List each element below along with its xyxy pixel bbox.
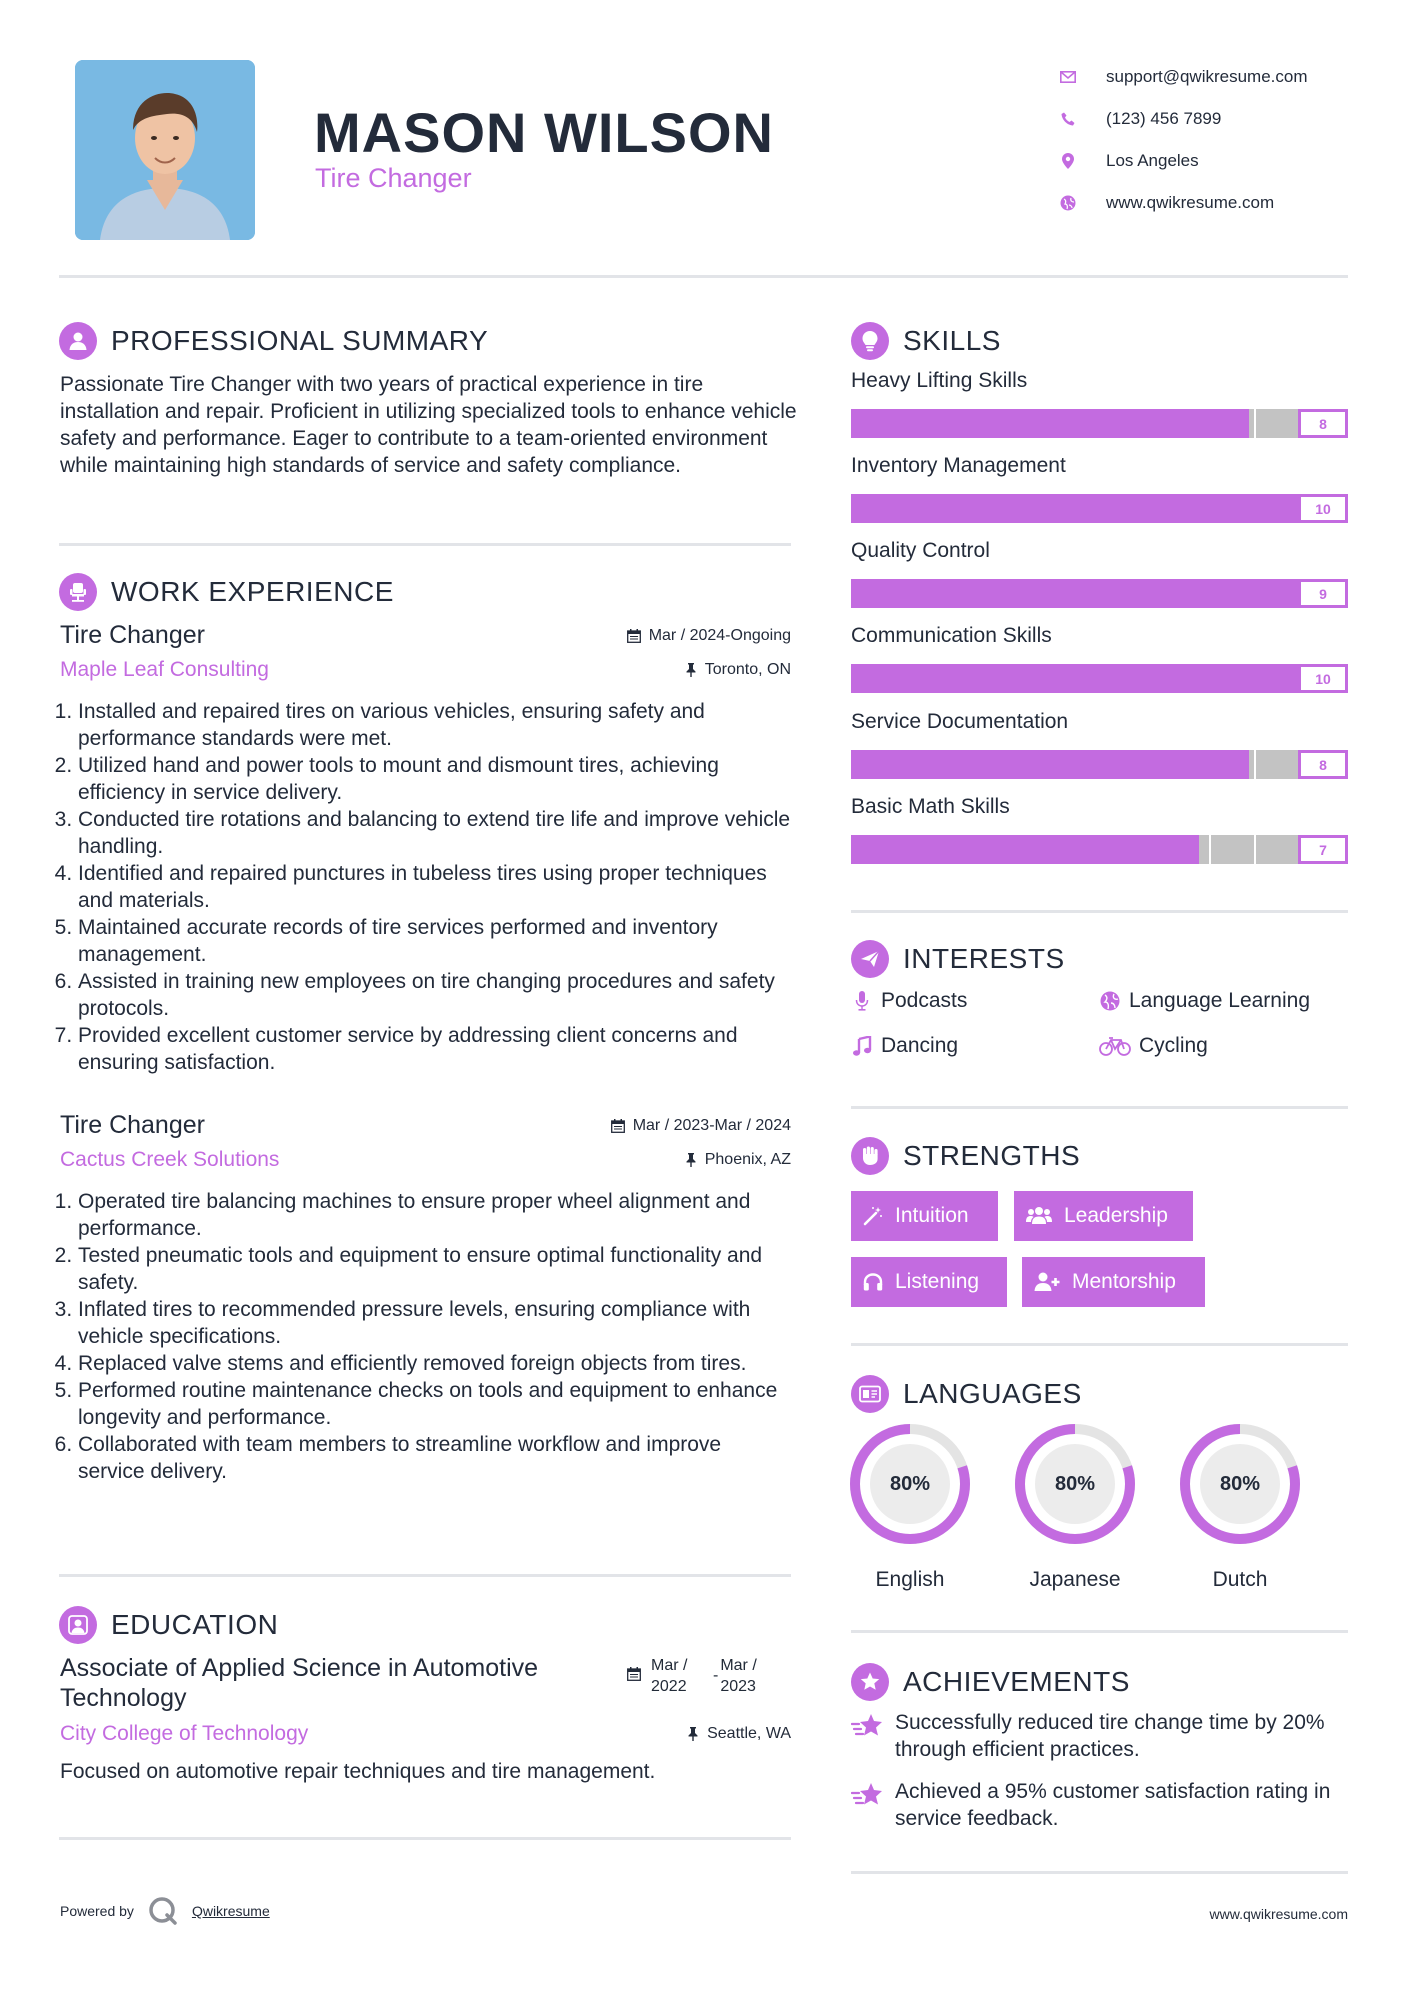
strength-label: Mentorship: [1072, 1270, 1176, 1293]
star-badge-icon: [851, 1663, 889, 1701]
headphones-icon: [863, 1273, 883, 1291]
skill-level-badge: 10: [1298, 494, 1348, 523]
education-start: Mar / 2022: [651, 1657, 688, 1695]
list-item: 5. Maintained accurate records of tire services performed and inventory management.: [78, 914, 791, 968]
list-item: 1. Installed and repaired tires on various vehicles, ensuring safety and performance standards were met.: [78, 698, 791, 752]
language-item: [848, 1422, 972, 1592]
achievement-item: [851, 1778, 1348, 1832]
language-item: [1013, 1422, 1137, 1592]
job-dates-text: Mar / 2023-Mar / 2024: [632, 1116, 791, 1134]
strength-label: Leadership: [1064, 1204, 1168, 1227]
magic-wand-icon: [863, 1206, 883, 1226]
pushpin-icon: [685, 663, 697, 677]
skill-bar: [851, 579, 1348, 608]
language-name: Japanese: [1029, 1568, 1121, 1591]
skill-item: [851, 454, 1348, 523]
lightbulb-icon: [851, 322, 889, 360]
skills-divider: [851, 910, 1348, 913]
school-name: City College of Technology: [60, 1722, 309, 1745]
paper-plane-icon: [851, 940, 889, 978]
experience-divider: [59, 1574, 791, 1577]
experience-header: [59, 573, 394, 611]
skill-level-badge: 9: [1298, 579, 1348, 608]
skill-level-badge: 8: [1298, 409, 1348, 438]
language-percent: 80%: [1200, 1444, 1280, 1524]
summary-divider: [59, 543, 791, 546]
office-chair-icon: [59, 573, 97, 611]
skills-heading: SKILLS: [903, 325, 1001, 356]
language-percent: 80%: [870, 1444, 950, 1524]
contact-website-text: www.qwikresume.com: [1106, 193, 1275, 212]
interest-label: Dancing: [881, 1034, 959, 1057]
interest-label: Cycling: [1139, 1034, 1208, 1057]
language-item: [1178, 1422, 1302, 1592]
skill-item: [851, 539, 1348, 608]
users-icon: [1026, 1206, 1052, 1226]
skill-level-badge: 10: [1298, 664, 1348, 693]
skill-name: Inventory Management: [851, 454, 1066, 477]
powered-by-text: Powered by: [60, 1903, 134, 1919]
list-item: 1. Operated tire balancing machines to ensure proper wheel alignment and performance.: [78, 1188, 791, 1242]
experience-heading: WORK EXPERIENCE: [111, 576, 394, 607]
achievements-heading: ACHIEVEMENTS: [903, 1666, 1130, 1697]
language-ring: [848, 1422, 972, 1546]
skill-bar: [851, 409, 1348, 438]
header-divider: [59, 275, 1348, 278]
education-description: Focused on automotive repair techniques and tire management.: [60, 1760, 656, 1783]
strengths-heading: STRENGTHS: [903, 1140, 1081, 1171]
list-item: 2. Tested pneumatic tools and equipment to ensure optimal functionality and safety.: [78, 1242, 791, 1296]
skills-header: [851, 322, 1001, 360]
skill-level-badge: 7: [1298, 835, 1348, 864]
education-location: [687, 1725, 791, 1743]
interest-label: Podcasts: [881, 989, 968, 1012]
skill-bar: [851, 494, 1348, 523]
skill-name: Heavy Lifting Skills: [851, 369, 1028, 392]
skill-bar-fill: [851, 835, 1199, 864]
education-location-text: Seattle, WA: [707, 1725, 791, 1742]
skill-item: [851, 795, 1348, 864]
skill-item: [851, 624, 1348, 693]
job-bullets: [60, 698, 791, 1076]
interests-heading: INTERESTS: [903, 943, 1065, 974]
list-item: 3. Conducted tire rotations and balancing to extend tire life and improve vehicle handling.: [78, 806, 791, 860]
achievements-header: [851, 1663, 1130, 1701]
star-icon: [851, 1778, 885, 1832]
globe-icon: [1099, 991, 1121, 1011]
language-name: Dutch: [1212, 1568, 1268, 1591]
calendar-icon: [627, 1667, 641, 1681]
languages-header: [851, 1375, 1082, 1413]
skill-bar-fill: [851, 579, 1298, 608]
list-item: 4. Replaced valve stems and efficiently removed foreign objects from tires.: [78, 1350, 791, 1377]
pushpin-icon: [685, 1153, 697, 1167]
languages-heading: LANGUAGES: [903, 1378, 1082, 1409]
envelope-icon: [1050, 71, 1086, 83]
job-company: Maple Leaf Consulting: [60, 658, 269, 681]
footer-powered-by: [60, 1896, 270, 1926]
contact-location: [1050, 140, 1370, 182]
list-item: 5. Performed routine maintenance checks on tools and equipment to enhance longevity and performance.: [78, 1377, 791, 1431]
skill-bar-fill: [851, 750, 1249, 779]
strength-tag: [851, 1257, 1007, 1307]
skill-bar-divider: [1254, 409, 1256, 438]
list-item: 6. Assisted in training new employees on tire changing procedures and safety protocols.: [78, 968, 791, 1022]
job-location-text: Phoenix, AZ: [704, 1151, 791, 1168]
globe-icon: [1050, 195, 1086, 211]
skill-item: [851, 369, 1348, 438]
fist-icon: [851, 1137, 889, 1175]
job-entry-1: [60, 621, 791, 1076]
interest-item: [851, 989, 967, 1013]
achievements-divider: [851, 1871, 1348, 1874]
strength-tag: [1022, 1257, 1205, 1307]
education-dates: [627, 1655, 772, 1697]
job-role: Tire Changer: [60, 621, 205, 649]
interest-label: Language Learning: [1129, 989, 1311, 1012]
strengths-divider: [851, 1343, 1348, 1346]
list-item: 7. Provided excellent customer service by addressing client concerns and ensuring satisfaction.: [78, 1022, 791, 1076]
skill-bar: [851, 664, 1348, 693]
skill-bar-divider: [1254, 750, 1256, 779]
strength-tag: [851, 1191, 998, 1241]
profile-photo: [75, 60, 255, 240]
contact-location-text: Los Angeles: [1106, 151, 1199, 170]
education-end: Mar / 2023: [720, 1657, 757, 1695]
skill-name: Quality Control: [851, 539, 990, 562]
achievement-text: Successfully reduced tire change time by 20% through efficient practices.: [895, 1711, 1325, 1761]
job-dates-text: Mar / 2024-Ongoing: [648, 626, 791, 644]
language-ring: [1178, 1422, 1302, 1546]
qwikresume-logo-icon: [148, 1896, 178, 1926]
skill-bar-fill: [851, 409, 1249, 438]
job-company: Cactus Creek Solutions: [60, 1148, 280, 1171]
list-item: 4. Identified and repaired punctures in tubeless tires using proper techniques and materials.: [78, 860, 791, 914]
bicycle-icon: [1099, 1036, 1131, 1056]
language-name: English: [875, 1568, 945, 1591]
strengths-header: [851, 1137, 1080, 1175]
skill-name: Communication Skills: [851, 624, 1052, 647]
pushpin-icon: [687, 1727, 699, 1741]
user-plus-icon: [1034, 1272, 1060, 1292]
achievement-text: Achieved a 95% customer satisfaction rating in service feedback.: [895, 1780, 1331, 1830]
education-header: [59, 1606, 278, 1644]
skill-bar-divider: [1209, 835, 1211, 864]
contact-email-text: support@qwikresume.com: [1106, 67, 1308, 86]
skill-name: Service Documentation: [851, 710, 1069, 733]
graduate-icon: [59, 1606, 97, 1644]
education-divider: [59, 1837, 791, 1840]
map-pin-icon: [1050, 153, 1086, 169]
footer-website[interactable]: www.qwikresume.com: [1209, 1906, 1348, 1922]
phone-icon: [1050, 112, 1086, 126]
summary-text: Passionate Tire Changer with two years of practical experience in tire installation and repair. Proficient in utilizing specialized tools to enhance vehicle safety and performance. Eager to contribute to a team-oriented environment while maintaining high standards of service and safety compliance.: [60, 373, 797, 477]
music-note-icon: [851, 1036, 873, 1056]
contact-website[interactable]: [1050, 182, 1370, 224]
job-location: [685, 661, 791, 679]
job-bullets: [60, 1188, 791, 1485]
candidate-name: MASON WILSON: [314, 101, 774, 164]
job-dates: [627, 627, 791, 645]
skill-item: [851, 710, 1348, 779]
job-location-text: Toronto, ON: [704, 661, 791, 678]
languages-divider: [851, 1630, 1348, 1633]
skill-bar-divider: [1254, 835, 1256, 864]
list-item: 3. Inflated tires to recommended pressure levels, ensuring compliance with vehicle specifications.: [78, 1296, 791, 1350]
summary-heading: PROFESSIONAL SUMMARY: [111, 325, 489, 356]
language-ring: [1013, 1422, 1137, 1546]
brand-link[interactable]: Qwikresume: [191, 1903, 270, 1919]
achievement-item: [851, 1709, 1348, 1763]
contact-phone-text: (123) 456 7899: [1106, 109, 1222, 128]
job-location: [685, 1151, 791, 1169]
list-item: 2. Utilized hand and power tools to mount and dismount tires, achieving efficiency in service delivery.: [78, 752, 791, 806]
microphone-icon: [851, 991, 873, 1011]
list-item: 6. Collaborated with team members to streamline workflow and improve service delivery.: [78, 1431, 791, 1485]
strength-label: Intuition: [895, 1204, 969, 1227]
interest-item: [851, 1034, 958, 1058]
skill-bar: [851, 835, 1348, 864]
calendar-icon: [627, 629, 641, 643]
language-card-icon: [851, 1375, 889, 1413]
skill-name: Basic Math Skills: [851, 795, 1010, 818]
education-heading: EDUCATION: [111, 1609, 279, 1640]
calendar-icon: [611, 1119, 625, 1133]
strength-tag: [1014, 1191, 1193, 1241]
skill-bar-fill: [851, 664, 1348, 693]
degree-title: Associate of Applied Science in Automotive Technology: [60, 1654, 539, 1712]
interests-divider: [851, 1106, 1348, 1109]
summary-header: [59, 322, 488, 360]
skill-level-badge: 8: [1298, 750, 1348, 779]
job-entry-2: [60, 1111, 791, 1485]
skill-bar: [851, 750, 1348, 779]
contact-phone[interactable]: [1050, 98, 1370, 140]
interest-item: [1099, 989, 1310, 1013]
date-separator: -: [713, 1667, 719, 1684]
contact-block: [1050, 56, 1370, 224]
user-icon: [59, 322, 97, 360]
interests-header: [851, 940, 1065, 978]
interest-item: [1099, 1034, 1208, 1058]
language-percent: 80%: [1035, 1444, 1115, 1524]
candidate-title: Tire Changer: [315, 163, 472, 193]
contact-email[interactable]: [1050, 56, 1370, 98]
job-dates: [611, 1117, 791, 1135]
job-role: Tire Changer: [60, 1111, 205, 1139]
strength-label: Listening: [895, 1270, 980, 1293]
skill-bar-fill: [851, 494, 1348, 523]
star-icon: [851, 1709, 885, 1763]
